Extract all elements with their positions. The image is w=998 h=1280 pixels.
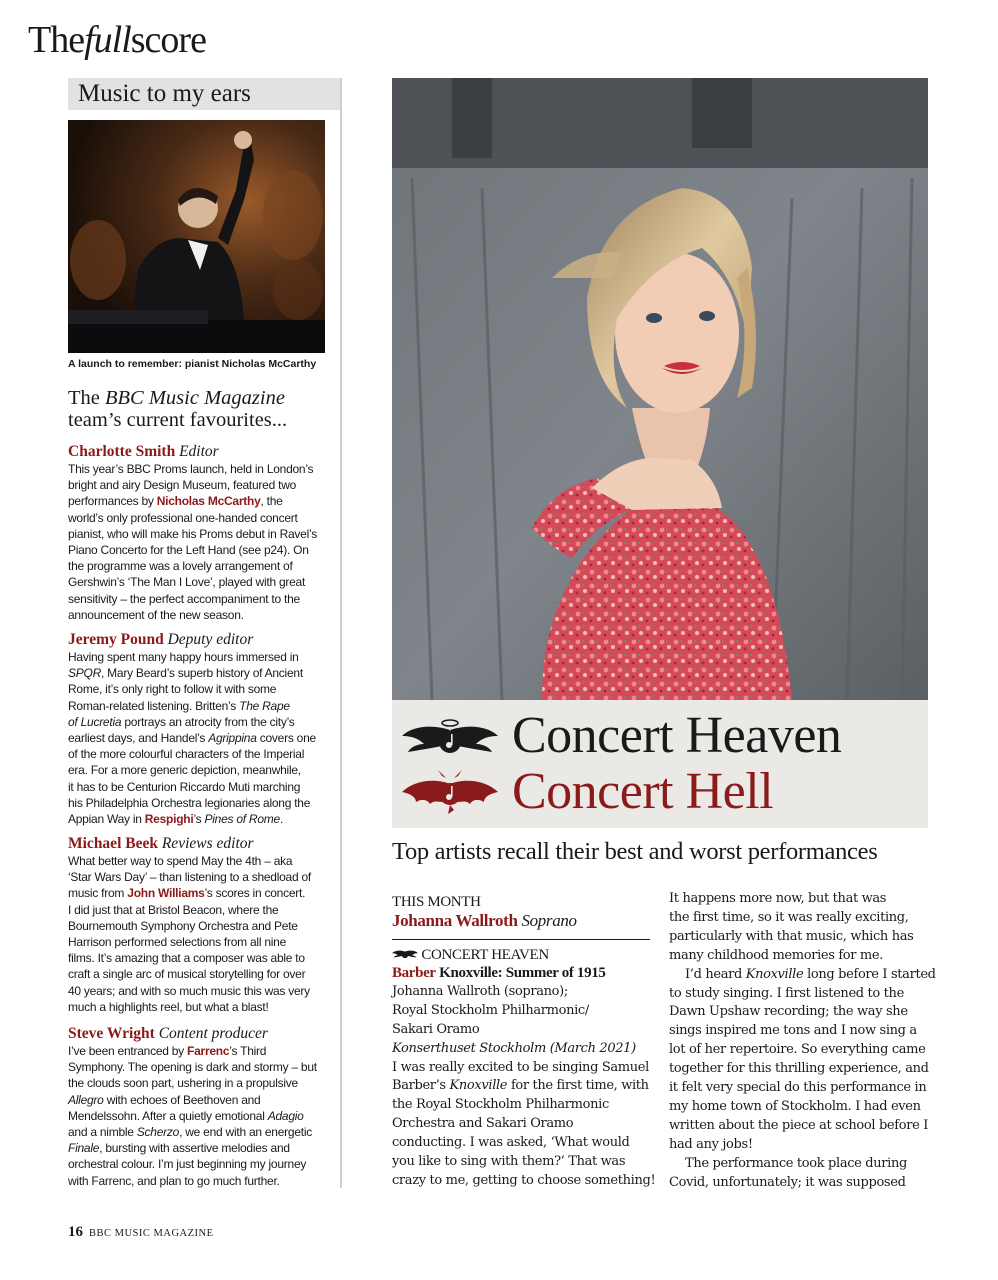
text-line: had any jobs! (669, 1136, 753, 1152)
text-line: Mendelssohn. After a quietly emotional Adagio (68, 1108, 304, 1123)
title-concert-hell: Concert Hell (512, 763, 774, 820)
text-line: The performance took place during (685, 1155, 907, 1171)
text-line: Gershwin’s ‘The Man I Love’, played with great (68, 575, 306, 590)
artist-heading (392, 911, 654, 931)
text-line: Symphony. The opening is dark and stormy – but (68, 1060, 317, 1075)
text-line: pianist, who will make his Proms debut in Ravel’s (68, 526, 317, 541)
italic-title: Allegro (68, 1092, 104, 1107)
text-line: This year’s BBC Proms launch, held in London’s (68, 462, 314, 476)
text-line: orchestral colour. I’m just beginning my journey (68, 1157, 307, 1172)
text-line: sensitivity – the perfect accompaniment to the (68, 591, 300, 606)
italic-title: Agrippina (208, 731, 257, 746)
entry-body (68, 1043, 336, 1189)
article-column-2 (669, 890, 936, 1193)
text-line: Barber’s Knoxville for the first time, with (392, 1078, 649, 1094)
title-concert-heaven: Concert Heaven (512, 707, 842, 764)
text-line: Orchestra and Sakari Oramo (392, 1116, 574, 1132)
entry-role: Reviews editor (161, 835, 254, 852)
text-line: SPQR, Mary Beard’s superb history of Ancient (68, 666, 303, 681)
text-line: the clouds soon part, ushering in a propulsive (68, 1076, 298, 1091)
artist-name: Johanna Wallroth (392, 911, 518, 930)
text-line: the first time, so it was really exciting, (669, 909, 909, 925)
page-footer (68, 1223, 214, 1241)
italic-title: Scherzo (136, 1125, 180, 1140)
entry-body (68, 649, 336, 827)
sidebar-heading-box (68, 78, 340, 110)
entry-name: Jeremy Pound (68, 631, 164, 648)
text-line: his Philadelphia Orchestra legionaries along the (68, 795, 311, 810)
text-line: you like to sing with them?’ That was (392, 1154, 626, 1170)
entry-role: Deputy editor (167, 631, 254, 648)
winged-note-small-icon (392, 948, 418, 960)
work-title (392, 964, 654, 983)
text-line: craft a single arc of musical storytelling for over (68, 967, 306, 982)
highlighted-name: Farrenc (187, 1044, 230, 1058)
text-line: music from John Williams’s scores in concert. (68, 886, 306, 901)
page-number: 16 (68, 1224, 83, 1240)
text-line: I was really excited to be singing Samuel (392, 1059, 649, 1075)
italic-title: The Rape (239, 698, 290, 713)
text-line: particularly with that music, which has (669, 928, 914, 944)
text-line: ‘Star Wars Day’ – than listening to a shedload of (68, 870, 311, 885)
text-line: Harrison performed selections from all nine (68, 935, 287, 950)
soprano-photo-graphic (392, 78, 928, 700)
sidebar-intro (68, 387, 340, 431)
text-line: Dawn Upshaw recording; the way she (669, 1004, 908, 1020)
text-line: many childhood memories for me. (669, 947, 884, 963)
text-line: sings inspired me tons and I now sing a (669, 1023, 917, 1039)
intro-magazine-name: BBC Music Magazine (105, 387, 285, 409)
text-line: performances by Nicholas McCarthy, the (68, 494, 283, 509)
text-line: Piano Concerto for the Left Hand (see p24). On (68, 543, 309, 558)
text-line: written about the piece at school before I (669, 1117, 928, 1133)
text-line: it has to be Centurion Riccardo Muti marching (68, 779, 301, 794)
sidebar-divider (340, 78, 342, 1188)
text-line: I did just that at Bristol Beacon, where the (68, 902, 279, 917)
entry-name: Michael Beek (68, 835, 158, 852)
heaven-hell-title-band (392, 700, 928, 828)
column-2-body (669, 890, 936, 1193)
soprano-hero-photo (392, 78, 928, 700)
text-line: earliest days, and Handel’s Agrippina covers one (68, 731, 316, 746)
entry-role: Editor (179, 443, 219, 460)
italic-title: SPQR (68, 666, 102, 681)
pianist-photo (68, 120, 325, 353)
entry-body (68, 461, 336, 623)
highlighted-name: Nicholas McCarthy (156, 494, 261, 509)
entry-name: Steve Wright (68, 1025, 155, 1042)
concert-heaven-label: CONCERT HEAVEN (421, 947, 549, 963)
intro-text-2: team’s current favourites... (68, 409, 288, 431)
text-line: the Royal Stockholm Philharmonic (392, 1097, 609, 1113)
section-rule (392, 939, 650, 940)
pianist-photo-graphic (68, 120, 325, 353)
favourite-entry (68, 835, 336, 1015)
feature-subtitle: Top artists recall their best and worst performances (392, 838, 878, 865)
section-heading (392, 946, 654, 964)
text-line: and a nimble Scherzo, we end with an energetic (68, 1125, 312, 1140)
winged-note-heaven-icon (402, 718, 498, 760)
text-line: Appian Way in Respighi’s Pines of Rome. (68, 812, 284, 827)
text-line: films. It’s amazing that a composer was able to (68, 951, 305, 966)
text-line: world’s only professional one-handed concert (68, 510, 298, 525)
italic-title: Pines of Rome (204, 812, 280, 827)
text-line: Covid, unfortunately; it was supposed (669, 1174, 906, 1190)
italic-title: of Lucretia (68, 714, 122, 729)
photo-caption: A launch to remember: pianist Nicholas McCarthy (68, 358, 317, 370)
venue-line: Konserthuset Stockholm (March 2021) (392, 1040, 636, 1056)
text-line: of Lucretia portrays an atrocity from the city’s (68, 714, 295, 729)
italic-title: Finale (68, 1141, 100, 1156)
text-line: bright and airy Design Museum, featured two (68, 478, 297, 493)
column-1-body (392, 1059, 654, 1191)
text-line: Allegro with echoes of Beethoven and (68, 1092, 261, 1107)
text-line: the programme was a lovely arrangement of (68, 559, 293, 574)
footer-magazine: BBC MUSIC MAGAZINE (89, 1228, 214, 1239)
entry-role: Content producer (158, 1025, 268, 1042)
favourite-entry (68, 631, 336, 827)
text-line: It happens more now, but that was (669, 891, 887, 906)
text-line: I’ve been entranced by Farrenc’s Third (68, 1044, 267, 1058)
text-line: with Farrenc, and plan to go much further. (68, 1173, 280, 1188)
masthead-the: The (28, 19, 85, 61)
work-name: Knoxville: Summer of 1915 (439, 965, 606, 981)
italic-title: Adagio (267, 1108, 304, 1123)
masthead-score: score (130, 19, 206, 61)
masthead (28, 18, 206, 62)
text-line: conducting. I was asked, ‘What would (392, 1135, 630, 1151)
text-line: much a highlights reel, but what a blast! (68, 999, 269, 1014)
text-line: Having spent many happy hours immersed in (68, 650, 299, 664)
text-line: lot of her repertoire. So everything came (669, 1042, 926, 1058)
winged-note-hell-icon (402, 770, 498, 814)
performer-line: Royal Stockholm Philharmonic/ (392, 1002, 589, 1018)
italic-title: Knoxville (449, 1078, 508, 1094)
entry-name: Charlotte Smith (68, 443, 176, 460)
this-month-label: THIS MONTH (392, 894, 481, 910)
work-composer: Barber (392, 965, 436, 981)
text-line: era. For a more generic depiction, meanwhile, (68, 763, 301, 778)
article-column-1 (392, 893, 654, 1191)
highlighted-name: Respighi (144, 812, 194, 827)
highlighted-name: John Williams (127, 886, 205, 901)
text-line: it felt very special do this performance in (669, 1080, 927, 1096)
masthead-full: full (84, 19, 131, 61)
text-line: of the more colourful characters of the Imperial (68, 747, 305, 762)
favourite-entry (68, 1025, 336, 1189)
text-line: What better way to spend May the 4th – aka (68, 854, 293, 868)
text-line: crazy to me, getting to choose something! (392, 1172, 656, 1188)
sidebar-heading: Music to my ears (78, 80, 251, 107)
text-line: Finale, bursting with assertive melodies and (68, 1141, 290, 1156)
text-line: to study singing. I first listened to the (669, 985, 904, 1001)
text-line: Bournemouth Symphony Orchestra and Pete (68, 918, 298, 933)
performer-line: Sakari Oramo (392, 1021, 480, 1037)
favourite-entry (68, 443, 336, 623)
text-line: together for this thrilling experience, and (669, 1061, 929, 1077)
text-line: 40 years; and with so much music this was very (68, 983, 310, 998)
text-line: announcement of the new season. (68, 607, 244, 622)
text-line: I’d heard Knoxville long before I started (685, 966, 936, 982)
entry-body (68, 853, 336, 1015)
text-line: Roman-related listening. Britten’s The Rape (68, 698, 290, 713)
text-line: Rome, it’s only right to follow it with some (68, 682, 277, 697)
artist-role: Soprano (521, 911, 577, 930)
intro-text-1: The (68, 387, 105, 409)
performer-line: Johanna Wallroth (soprano); (392, 983, 568, 999)
italic-title: Knoxville (745, 966, 804, 982)
text-line: my home town of Stockholm. I had even (669, 1098, 921, 1114)
